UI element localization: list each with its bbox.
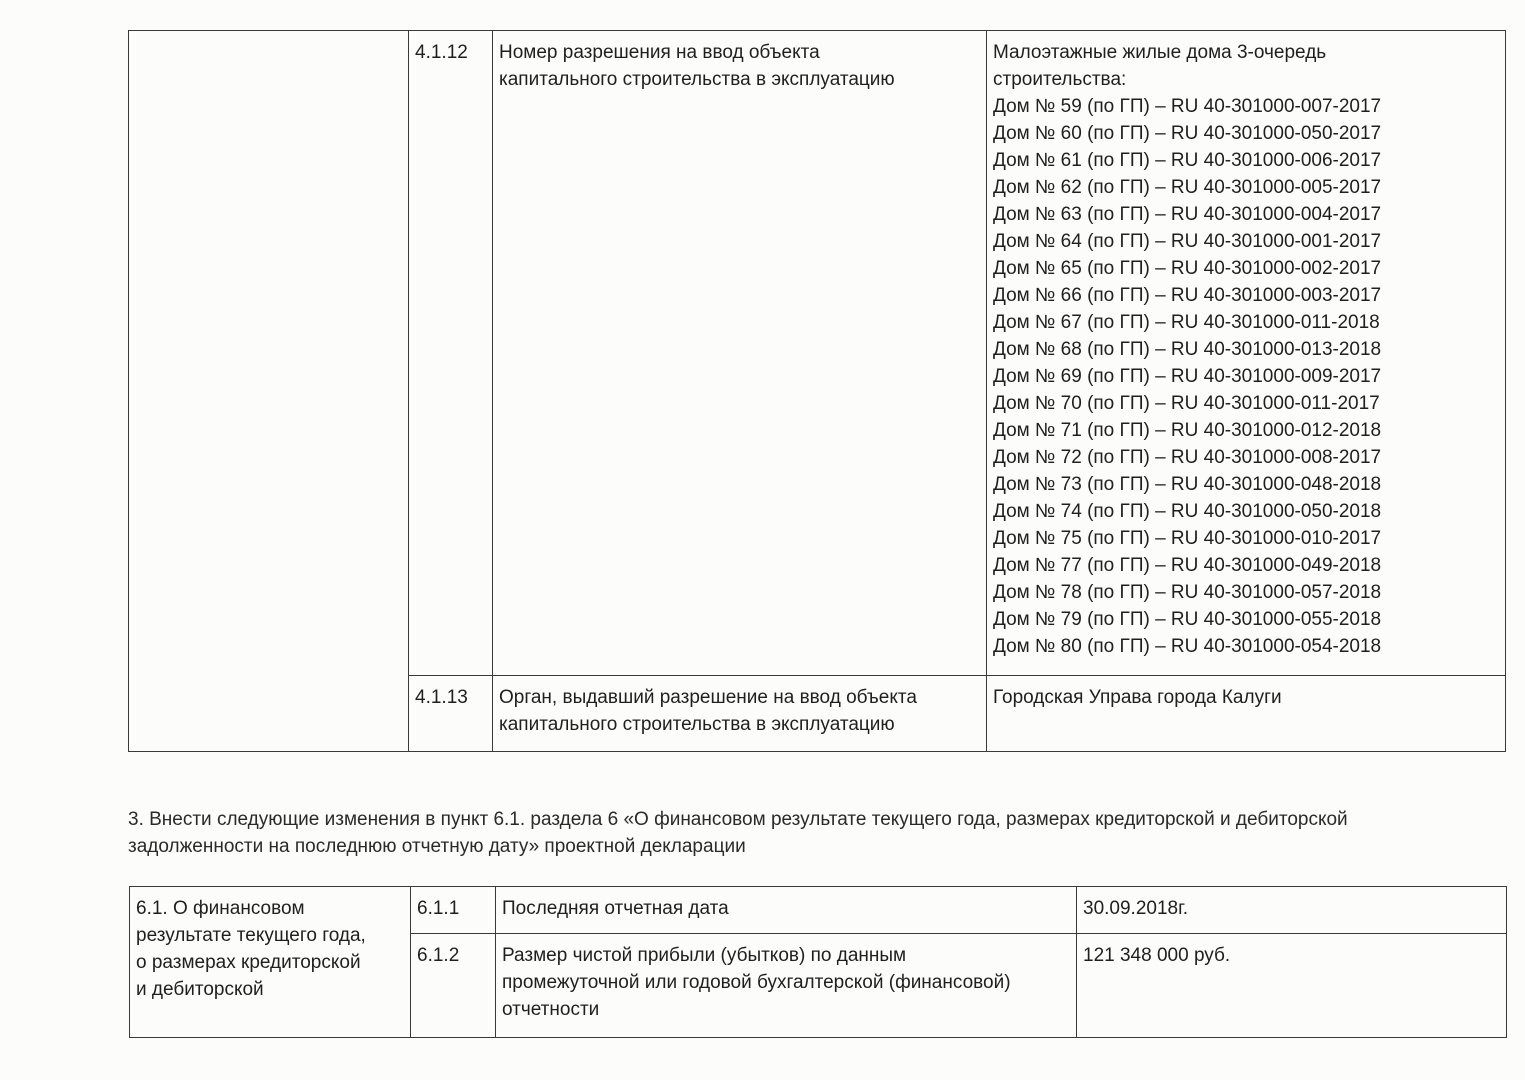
section-title-line: о размерах кредиторской	[136, 952, 361, 973]
reporting-date-text: 30.09.2018г.	[1083, 898, 1188, 919]
issuing-authority-value	[987, 676, 1506, 752]
row-label-line: отчетности	[502, 999, 600, 1020]
permit-item: Дом № 70 (по ГП) – RU 40-301000-011-2017	[993, 393, 1380, 414]
permit-item: Дом № 74 (по ГП) – RU 40-301000-050-2018	[993, 501, 1382, 522]
project-declaration-table-section-6	[129, 886, 1507, 1038]
permit-item: Дом № 60 (по ГП) – RU 40-301000-050-2017	[993, 123, 1382, 144]
permit-item: Дом № 67 (по ГП) – RU 40-301000-011-2018	[993, 312, 1380, 333]
issuing-authority-text: Городская Управа города Калуги	[993, 687, 1282, 708]
row-code-text: 6.1.2	[417, 945, 460, 966]
permit-item: Дом № 77 (по ГП) – RU 40-301000-049-2018	[993, 555, 1382, 576]
row-label-line: Размер чистой прибыли (убытков) по данным	[502, 945, 907, 966]
permit-item: Дом № 66 (по ГП) – RU 40-301000-003-2017	[993, 285, 1382, 306]
row-label	[496, 934, 1077, 1038]
row-label-text: Последняя отчетная дата	[502, 898, 729, 919]
permit-item: Дом № 69 (по ГП) – RU 40-301000-009-2017	[993, 366, 1382, 387]
net-profit-value	[1077, 934, 1507, 1038]
section-title-cell	[130, 887, 411, 1038]
permit-item: Дом № 80 (по ГП) – RU 40-301000-054-2018	[993, 636, 1382, 657]
permit-item: Дом № 73 (по ГП) – RU 40-301000-048-2018	[993, 474, 1382, 495]
row-label-line: Номер разрешения на ввод объекта	[499, 42, 820, 63]
row-label-line: Орган, выдавший разрешение на ввод объекта	[499, 687, 917, 708]
row-label	[493, 676, 987, 752]
permit-item: Дом № 68 (по ГП) – RU 40-301000-013-2018	[993, 339, 1382, 360]
permit-item: Дом № 63 (по ГП) – RU 40-301000-004-2017	[993, 204, 1382, 225]
permit-list-cell	[987, 31, 1506, 676]
permit-item: Дом № 72 (по ГП) – RU 40-301000-008-2017	[993, 447, 1382, 468]
net-profit-text: 121 348 000 руб.	[1083, 945, 1231, 966]
project-declaration-table-section-4	[128, 30, 1506, 752]
paragraph-line: задолженности на последнюю отчетную дату» проектной декларации	[128, 836, 746, 857]
section-title-line: результате текущего года,	[136, 925, 366, 946]
row-label	[493, 31, 987, 676]
row-code-text: 4.1.12	[415, 42, 468, 63]
permit-item: Дом № 64 (по ГП) – RU 40-301000-001-2017	[993, 231, 1382, 252]
row-label-line: капитального строительства в эксплуатацию	[499, 714, 895, 735]
row-code	[411, 934, 496, 1038]
reporting-date-value	[1077, 887, 1507, 934]
permit-item: Дом № 79 (по ГП) – RU 40-301000-055-2018	[993, 609, 1382, 630]
section-cell-empty	[129, 31, 409, 752]
row-code	[409, 31, 493, 676]
table-row-4-1-12	[129, 31, 1506, 676]
permit-item: Дом № 78 (по ГП) – RU 40-301000-057-2018	[993, 582, 1382, 603]
table-row-6-1-1	[130, 887, 1507, 934]
section-title-line: 6.1. О финансовом	[136, 898, 305, 919]
row-code-text: 6.1.1	[417, 898, 460, 919]
amendment-paragraph-3	[128, 806, 1458, 860]
row-code-text: 4.1.13	[415, 687, 468, 708]
section-title-line: и дебиторской	[136, 979, 264, 1000]
row-code	[411, 887, 496, 934]
permit-item: Дом № 59 (по ГП) – RU 40-301000-007-2017	[993, 96, 1382, 117]
value-intro-line: Малоэтажные жилые дома 3-очередь	[993, 42, 1327, 63]
value-intro-line: строительства:	[993, 69, 1127, 90]
permit-item: Дом № 65 (по ГП) – RU 40-301000-002-2017	[993, 258, 1382, 279]
row-label-line: промежуточной или годовой бухгалтерской (финансовой)	[502, 972, 1011, 993]
permit-item: Дом № 61 (по ГП) – RU 40-301000-006-2017	[993, 150, 1382, 171]
permit-item: Дом № 75 (по ГП) – RU 40-301000-010-2017	[993, 528, 1382, 549]
row-label	[496, 887, 1077, 934]
permit-item: Дом № 62 (по ГП) – RU 40-301000-005-2017	[993, 177, 1382, 198]
row-label-line: капитального строительства в эксплуатацию	[499, 69, 895, 90]
paragraph-line: 3. Внести следующие изменения в пункт 6.1. раздела 6 «О финансовом результате текущего года, размерах кредиторской и дебиторской	[128, 809, 1348, 830]
row-code	[409, 676, 493, 752]
permit-item: Дом № 71 (по ГП) – RU 40-301000-012-2018	[993, 420, 1382, 441]
